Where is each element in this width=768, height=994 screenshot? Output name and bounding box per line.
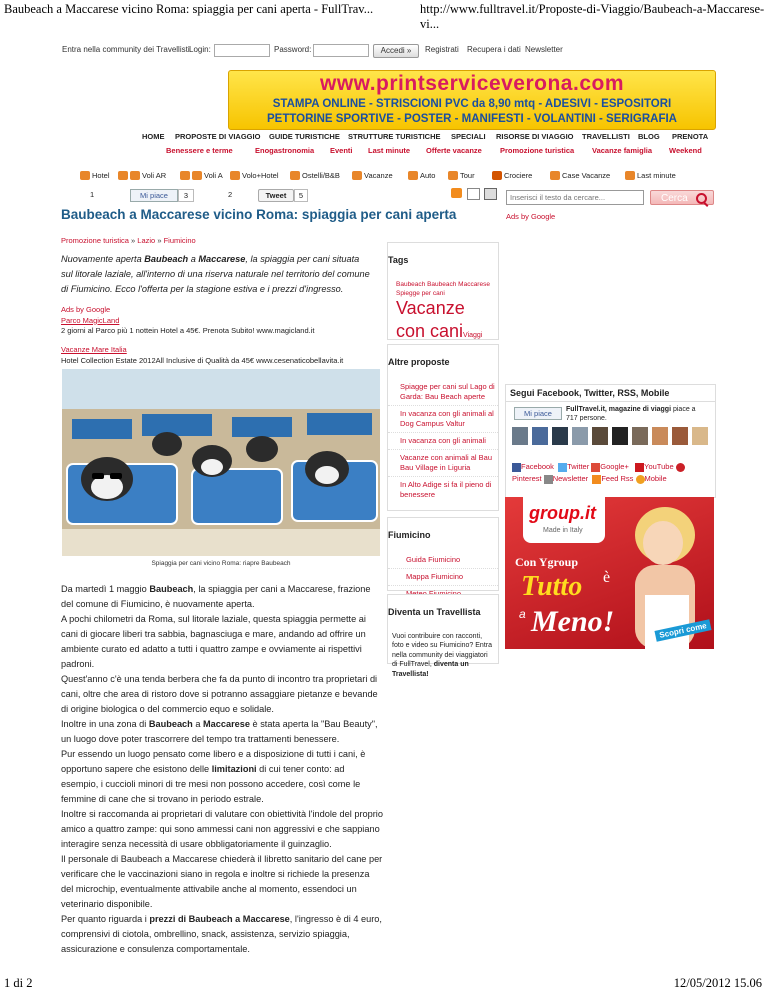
travellista-text: Vuoi contribuire con racconti, foto e video su Fiumicino? Entra nella community dei viaggiatori di FullTravel, (392, 632, 492, 669)
avatar[interactable] (672, 427, 688, 445)
altre-item-3[interactable]: In vacanza con gli animali (388, 433, 498, 450)
cat-voli-a[interactable] (180, 171, 223, 180)
house-icon (550, 171, 560, 180)
altre-item-4[interactable]: Vacanze con animali al Bau Bau Village in Liguria (388, 450, 498, 477)
paragraph-7: Il personale di Baubeach a Maccarese chiederà il libretto sanitario del cane per verificare che le vaccinazioni siano in regola e inoltre si richiede la presenza del microchip, eventualmente attivabile anche al momento, essendoci un veterinario disponibile. (61, 854, 383, 909)
tour-icon (448, 171, 458, 180)
follow-box (505, 384, 716, 498)
mobile-label: Mobile (644, 474, 667, 483)
ygroup-tutto: Tutto (521, 571, 583, 602)
cat-auto[interactable] (408, 171, 435, 180)
cat-crociere[interactable] (492, 171, 532, 180)
volo-hotel-icon (230, 171, 240, 180)
p1-bold: Baubeach (149, 584, 194, 594)
cat-case-label: Case Vacanze (562, 171, 611, 180)
fiumicino-guida[interactable]: Guida Fiumicino (388, 552, 498, 569)
ygroup-con: Con Ygroup (515, 555, 579, 569)
page-url-print: http://www.fulltravel.it/Proposte-di-Viaggio/Baubeach-a-Maccarese-vi... (420, 2, 765, 31)
crumb-sep-2: » (155, 236, 164, 245)
avatar[interactable] (652, 427, 668, 445)
hotel-icon (80, 171, 90, 180)
search-box (506, 190, 714, 206)
fb-page-name[interactable]: FullTravel.it, magazine di viaggi (566, 406, 672, 413)
print-footer (0, 976, 768, 994)
newsletter-label: Newsletter (552, 474, 589, 483)
cat-hotel-label: Hotel (92, 171, 110, 180)
rss-link[interactable] (592, 474, 633, 483)
cat-tour[interactable] (448, 171, 475, 180)
menu-risorse[interactable]: RISORSE DI VIAGGIO (496, 132, 574, 141)
banner-line-3: PETTORINE SPORTIVE - POSTER - MANIFESTI - VOLANTINI - SERIGRAFIA (267, 113, 677, 125)
tags-box (387, 242, 499, 340)
password-input[interactable] (313, 44, 369, 57)
recupera-link[interactable]: Recupera i dati (467, 45, 521, 54)
plane-icon (118, 171, 128, 180)
avatar[interactable] (512, 427, 528, 445)
ostello-icon (290, 171, 300, 180)
cat-last-minute-label: Last minute (637, 171, 676, 180)
fb-like-button[interactable]: Mi piace (514, 407, 562, 420)
avatar[interactable] (592, 427, 608, 445)
cat-ostelli-label: Ostelli/B&B (302, 171, 340, 180)
ygroup-a: a (519, 607, 526, 621)
share-count-1: 1 (90, 190, 95, 199)
login-label: Login: (189, 45, 211, 54)
banner-url: www.printserviceverona.com (320, 72, 624, 95)
fb-like-tail: piace a (671, 406, 696, 413)
p4-text-a: Inoltre in una zona di (61, 719, 149, 729)
submenu-eventi[interactable]: Eventi (330, 146, 353, 155)
fb-faces (512, 427, 708, 449)
crumb-sep-1: » (128, 236, 138, 245)
mobile-link[interactable] (636, 474, 667, 483)
rss-feed-icon (592, 475, 601, 484)
password-label: Password: (274, 45, 312, 54)
p4-text-c: a (192, 719, 203, 729)
follow-links (512, 461, 712, 485)
facebook-link[interactable] (512, 462, 554, 471)
altre-item-2[interactable]: In vacanza con gli animali al Dog Campus Valtur (388, 406, 498, 433)
intro-text-1: Nuovamente aperta (61, 254, 145, 264)
cat-voli-a-label: Voli A (204, 171, 223, 180)
intro-text-2: a (188, 254, 199, 264)
ship-icon (492, 171, 502, 180)
vacanze-icon (352, 171, 362, 180)
tweet-button[interactable]: Tweet (258, 189, 294, 202)
ygroup-tagline: Made in Italy (543, 527, 583, 534)
paragraph-5 (61, 747, 383, 807)
intro-bold-2: Maccarese (198, 254, 246, 264)
paragraph-8 (61, 912, 383, 957)
altre-item-1[interactable]: Spiagge per cani sul Lago di Garda: Bau Beach aperte (388, 379, 498, 406)
cat-tour-label: Tour (460, 171, 475, 180)
search-button[interactable] (650, 190, 714, 205)
cat-auto-label: Auto (420, 171, 436, 180)
tags-small[interactable]: Baubeach Baubeach Maccarese Spiegge per cani (396, 280, 490, 297)
p4-bold-2: Maccarese (203, 719, 250, 729)
p5-bold: limitazioni (211, 764, 257, 774)
twitter-link[interactable] (558, 462, 589, 471)
crumb-fiumicino[interactable]: Fiumicino (163, 236, 196, 245)
avatar[interactable] (552, 427, 568, 445)
paragraph-2: A pochi chilometri da Roma, sul litorale laziale, questa spiaggia permette ai cani di giocare liberi tra sabbia, bagnasciuga e mare, andando ad offrire un ambiente curato ed adatto a tutti i quattro zampe e ovviamente ai rispettivi padroni. (61, 614, 366, 669)
ads-by-google-right[interactable]: Ads by Google (506, 212, 556, 221)
plane-icon (180, 171, 190, 180)
ad-magicland-title[interactable]: Parco MagicLand (61, 315, 120, 325)
avatar[interactable] (692, 427, 708, 445)
ad-vacanze-title[interactable]: Vacanze Mare Italia (61, 345, 127, 354)
article-title: Baubeach a Maccarese vicino Roma: spiaggia per cani aperta (61, 207, 457, 222)
cat-last-minute[interactable] (625, 171, 676, 180)
submenu-enogastronomia[interactable]: Enogastronomia (255, 146, 315, 155)
login-bar (62, 44, 622, 60)
p8-text-a: Per quanto riguarda i (61, 914, 150, 924)
youtube-link[interactable] (635, 462, 673, 471)
newsletter-follow-link[interactable] (544, 474, 588, 483)
category-bar (80, 167, 715, 185)
crumb-promozione[interactable]: Promozione turistica (61, 236, 129, 245)
follow-links-row-2 (512, 473, 712, 485)
p1-text-c: , la spiaggia per cani a Maccarese, frazione del comune di Fiumicino, è nuovamente aperta. (61, 584, 371, 609)
page-number: 1 di 2 (4, 976, 33, 990)
article-body (61, 582, 383, 957)
print-header (0, 0, 768, 31)
submenu-famiglia[interactable]: Vacanze famiglia (592, 146, 653, 155)
article-photo (62, 369, 380, 556)
pinterest-icon[interactable] (676, 463, 685, 472)
tag-vacanze-con-cani[interactable]: Vacanze con cani (396, 297, 465, 341)
sub-menu (0, 146, 768, 158)
avatar[interactable] (532, 427, 548, 445)
youtube-icon (635, 463, 644, 472)
ad-magicland-text: 2 giorni al Parco più 1 nottein Hotel a 45€. Prenota Subito! www.magicland.it (61, 326, 315, 335)
altre-heading: Altre proposte (388, 356, 450, 367)
menu-blog[interactable]: BLOG (638, 132, 660, 141)
cat-vacanze-label: Vacanze (364, 171, 393, 180)
cat-volo-hotel[interactable] (230, 171, 279, 180)
menu-home[interactable]: HOME (142, 132, 165, 141)
cat-crociere-label: Crociere (504, 171, 533, 180)
plane-oneway-icon (192, 171, 202, 180)
like-button[interactable]: Mi piace (130, 189, 178, 202)
breadcrumb (61, 236, 196, 245)
submenu-offerte[interactable]: Offerte vacanze (426, 146, 482, 155)
p5-text-c: di cui tener conto: ad esempio, i cuccioli minori di tre mesi non possono accedere, così come le femmine di cane che si trovano in periodo estrale. (61, 764, 361, 804)
cat-vacanze[interactable] (352, 171, 393, 180)
main-menu (0, 132, 768, 144)
travellista-text-block (388, 629, 498, 683)
search-button-label: Cerca (661, 193, 688, 204)
tag-viaggi[interactable]: Viaggi (463, 331, 483, 339)
share-row (82, 189, 402, 203)
mobile-icon (636, 475, 645, 484)
google-ad-block-2 (61, 345, 371, 366)
clock-icon (625, 171, 635, 180)
cat-hotel[interactable] (80, 171, 110, 180)
tags-heading: Tags (388, 254, 409, 265)
banner-line-2: STAMPA ONLINE - STRISCIONI PVC da 8,90 mtq - ADESIVI - ESPOSITORI (272, 98, 672, 110)
menu-strutture[interactable]: STRUTTURE TURISTICHE (348, 132, 441, 141)
paragraph-1 (61, 582, 383, 612)
rss-label: Feed Rss (601, 474, 634, 483)
p4-bold-1: Baubeach (148, 719, 193, 729)
facebook-label: Facebook (521, 462, 554, 471)
paragraph-4 (61, 717, 383, 747)
ygroup-meno: Meno! (531, 605, 615, 638)
photo-caption: Spiaggia per cani vicino Roma: riapre Baubeach (151, 560, 291, 567)
paragraph-6: Inoltre si raccomanda ai proprietari di valutare con obiettività l'indole del proprio amico a quattro zampe: qui sono ammessi cani non aggressivi e che sappiano interagire senza necessità di usare obbligatoriamente il guinzaglio. (61, 809, 383, 849)
menu-proposte[interactable]: PROPOSTE DI VIAGGIO (175, 132, 261, 141)
p1-text-a: Da martedì 1 maggio (61, 584, 150, 594)
travellista-link[interactable]: diventa un Travellista! (392, 661, 469, 678)
avatar[interactable] (612, 427, 628, 445)
page-title-print: Baubeach a Maccarese vicino Roma: spiaggia per cani aperta - FullTrav... (4, 2, 374, 16)
tags-big-line (396, 298, 490, 346)
plane-return-icon (130, 171, 140, 180)
fiumicino-mappa[interactable]: Mappa Fiumicino (388, 569, 498, 586)
ad-vacanze-text: Hotel Collection Estate 2012All Inclusive di Qualità da 45€ www.cesenaticobellavita.it (61, 355, 344, 365)
accedi-button[interactable]: Accedi » (373, 44, 419, 58)
altre-item-5[interactable]: In Alto Adige si fa il pieno di benessere (400, 479, 492, 499)
googleplus-label: Google+ (600, 462, 629, 471)
rss-icon[interactable] (451, 188, 462, 198)
share-count-3: 2 (228, 190, 233, 199)
googleplus-icon (591, 463, 600, 472)
ygroup-ad[interactable] (505, 497, 714, 649)
avatar[interactable] (572, 427, 588, 445)
paragraph-3: Quest'anno c'è una tenda berbera che fa da punto di incontro tra proprietari di cani, oltre che area di ristoro dove si potranno assaggiare pietanze e bevande di origine biologica o del commercio equo e solidale. (61, 674, 378, 714)
print-datetime: 12/05/2012 15.06 (673, 976, 762, 990)
printservice-banner[interactable] (228, 70, 716, 130)
intro-bold-1: Baubeach (144, 254, 189, 264)
submenu-last-minute[interactable]: Last minute (368, 146, 411, 155)
travellista-box (387, 594, 499, 678)
menu-travellisti[interactable]: TRAVELLISTI (582, 132, 630, 141)
ygroup-brand: group.it (529, 503, 596, 523)
googleplus-link[interactable] (591, 462, 629, 471)
twitter-icon (558, 463, 567, 472)
community-text: Entra nella community dei Travellisti (62, 45, 190, 54)
menu-speciali[interactable]: SPECIALI (451, 132, 486, 141)
search-input[interactable] (506, 190, 644, 205)
page-tools (451, 188, 501, 202)
registrati-link[interactable]: Registrati (425, 45, 459, 54)
newsletter-icon (544, 475, 553, 484)
altre-proposte-box (387, 344, 499, 511)
facebook-icon (512, 463, 521, 472)
submenu-promozione[interactable]: Promozione turistica (500, 146, 575, 155)
car-icon (408, 171, 418, 180)
email-icon[interactable] (467, 188, 480, 200)
login-input[interactable] (214, 44, 270, 57)
p8-bold: prezzi di Baubeach a Maccarese (149, 914, 290, 924)
article-intro (61, 252, 371, 297)
cat-ostelli[interactable] (290, 171, 340, 180)
cat-voli-ar[interactable] (118, 171, 166, 180)
p5-text-a: Pur essendo un luogo pensato come libero e a disposizione di tutti i cani, è opportuno sapere che esistono delle (61, 749, 366, 774)
p4-text-e: è stata aperta la "Bau Beauty", un luogo dove poter trascorrere del tempo tra trattamenti benessere. (61, 719, 378, 744)
intro-text-3: , la spiaggia per cani situata sul litorale laziale, all'interno di una riserva naturale nel territorio del comune di Fiumicino. Ecco l'offerta per la stagione estiva e i prezzi d'ingresso. (61, 254, 370, 294)
print-icon[interactable] (484, 188, 497, 200)
twitter-label: Twitter (567, 462, 590, 471)
fb-like-count: 717 persone. (566, 415, 607, 422)
submenu-weekend[interactable]: Weekend (669, 146, 702, 155)
search-icon (696, 193, 707, 204)
travellista-heading: Diventa un Travellista (388, 606, 481, 617)
like-count: 3 (178, 189, 194, 202)
p8-text-c: , l'ingresso è di 4 euro, comprensivi di ciotola, ombrellino, snack, assistenza, servizio spiaggia, assicurazione e consulenza comportamentale. (61, 914, 382, 954)
google-ad-block (61, 305, 371, 337)
ygroup-e: è (603, 569, 611, 586)
follow-links-row-1 (512, 461, 712, 473)
menu-prenota[interactable]: PRENOTA (672, 132, 709, 141)
ads-by-google[interactable]: Ads by Google (61, 305, 111, 314)
fiumicino-heading: Fiumicino (388, 529, 431, 540)
cat-voli-ar-label: Voli AR (142, 171, 167, 180)
cat-volo-hotel-label: Volo+Hotel (242, 171, 279, 180)
follow-heading: Segui Facebook, Twitter, RSS, Mobile (506, 385, 715, 402)
ygroup-logo (523, 497, 605, 543)
avatar[interactable] (632, 427, 648, 445)
youtube-label: YouTube (644, 462, 674, 471)
dogs-on-beach-image (62, 369, 380, 556)
newsletter-link[interactable]: Newsletter (525, 45, 563, 54)
cat-case-vacanze[interactable] (550, 171, 610, 180)
pinterest-link[interactable]: Pinterest (512, 474, 542, 483)
tweet-count: 5 (294, 189, 308, 202)
fb-like-info (566, 405, 714, 423)
submenu-benessere[interactable]: Benessere e terme (166, 146, 233, 155)
fiumicino-box (387, 517, 499, 591)
menu-guide[interactable]: GUIDE TURISTICHE (269, 132, 340, 141)
crumb-lazio[interactable]: Lazio (137, 236, 156, 245)
ygroup-scopri[interactable]: Scopri come (654, 619, 711, 641)
